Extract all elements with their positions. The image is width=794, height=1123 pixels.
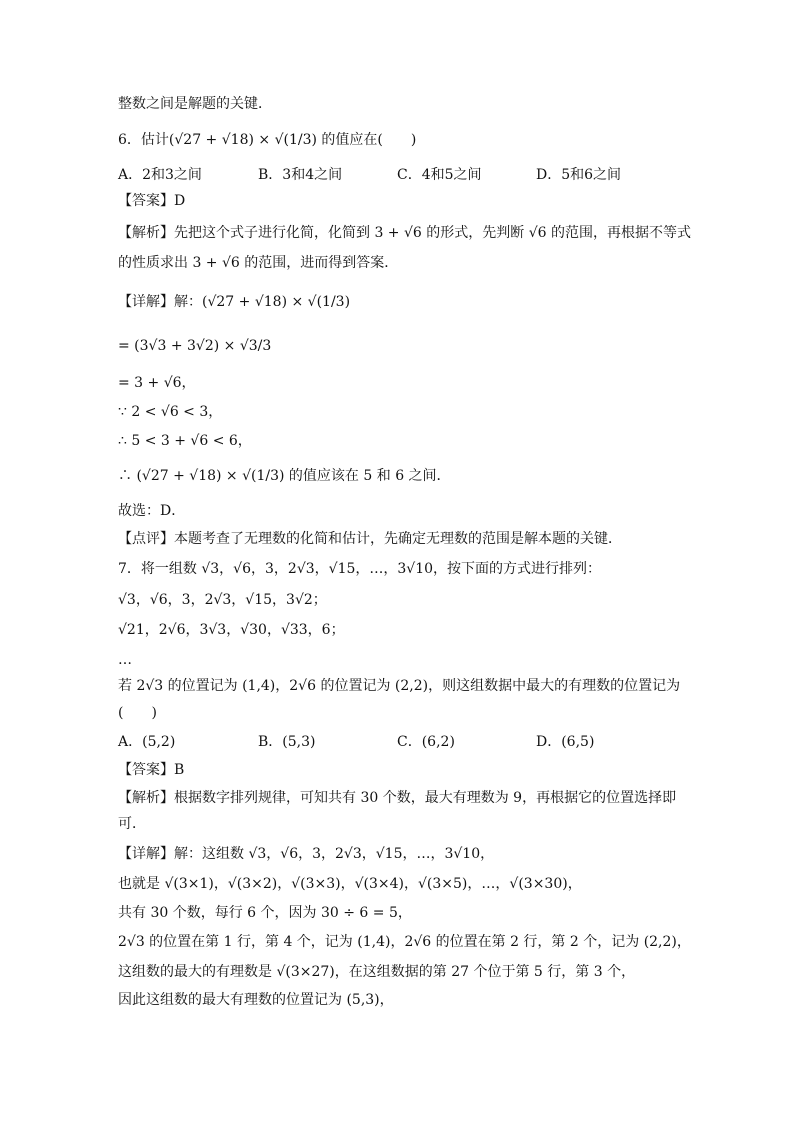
q7-option-b: B．(5,3) — [258, 734, 316, 750]
detail-line: 因此这组数的最大有理数的位置记为 (5,3)， — [118, 992, 394, 1008]
detail-line: 也就是 √(3×1)，√(3×2)，√(3×3)，√(3×4)，√(3×5)，…，√(3×30)， — [118, 876, 582, 892]
detail-line: = (3√3 + 3√2) × √3/3 — [118, 338, 272, 354]
q7-option-d: D．(6,5) — [536, 734, 595, 750]
answer-line: 【答案】B — [118, 762, 185, 778]
q7-option-c: C．(6,2) — [397, 734, 455, 750]
sequence-row-1: √3，√6，3，2√3，√15，3√2； — [118, 592, 327, 608]
question-7-blank: ( ) — [118, 705, 157, 721]
detail-line: 【详解】解：这组数 √3，√6，3，2√3，√15，…，3√10， — [118, 846, 495, 862]
analysis-line: 可． — [118, 816, 146, 832]
question-7-condition: 若 2√3 的位置记为 (1,4)，2√6 的位置记为 (2,2)，则这组数据中最大的有理数的位置记为 — [118, 678, 681, 694]
q6-option-a: A．2和3之间 — [118, 167, 202, 183]
detail-line: 共有 30 个数，每行 6 个，因为 30 ÷ 6 = 5， — [118, 905, 412, 921]
comment-line: 【点评】本题考查了无理数的化简和估计，先确定无理数的范围是解本题的关键． — [118, 531, 622, 547]
answer-line: 【答案】D — [118, 193, 186, 209]
ellipsis-line: … — [118, 652, 132, 668]
detail-line: ∴ (√27 + √18) × √(1/3) 的值应该在 5 和 6 之间． — [118, 468, 451, 484]
q6-option-c: C．4和5之间 — [397, 167, 482, 183]
selection-line: 故选：D． — [118, 503, 186, 519]
question-7-stem: 7．将一组数 √3，√6，3，2√3，√15，…，3√10，按下面的方式进行排列： — [118, 561, 602, 577]
detail-line: = 3 + √6， — [118, 375, 196, 391]
detail-line: 这组数的最大的有理数是 √(3×27)，在这组数据的第 27 个位于第 5 行，第 3 个， — [118, 964, 636, 980]
detail-line: 【详解】解：(√27 + √18) × √(1/3) — [118, 294, 351, 310]
detail-line: ∵ 2 < √6 < 3， — [118, 404, 223, 420]
q6-option-d: D．5和6之间 — [536, 167, 622, 183]
sequence-row-2: √21，2√6，3√3，√30，√33，6； — [118, 622, 345, 638]
q6-option-b: B．3和4之间 — [258, 167, 343, 183]
q7-option-a: A．(5,2) — [118, 734, 176, 750]
detail-line: ∴ 5 < 3 + √6 < 6， — [118, 433, 252, 449]
detail-line: 2√3 的位置在第 1 行，第 4 个，记为 (1,4)，2√6 的位置在第 2 行，第 2 个，记为 (2,2)， — [118, 934, 691, 950]
question-6-stem: 6．估计(√27 + √18) × √(1/3) 的值应在( ) — [118, 132, 417, 148]
text-line: 整数之间是解题的关键． — [118, 96, 272, 112]
analysis-line: 【解析】先把这个式子进行化简，化简到 3 + √6 的形式，先判断 √6 的范围，再根据不等式 — [118, 225, 691, 241]
analysis-line: 【解析】根据数字排列规律，可知共有 30 个数，最大有理数为 9，再根据它的位置选择即 — [118, 790, 677, 806]
analysis-line: 的性质求出 3 + √6 的范围，进而得到答案． — [118, 255, 399, 271]
